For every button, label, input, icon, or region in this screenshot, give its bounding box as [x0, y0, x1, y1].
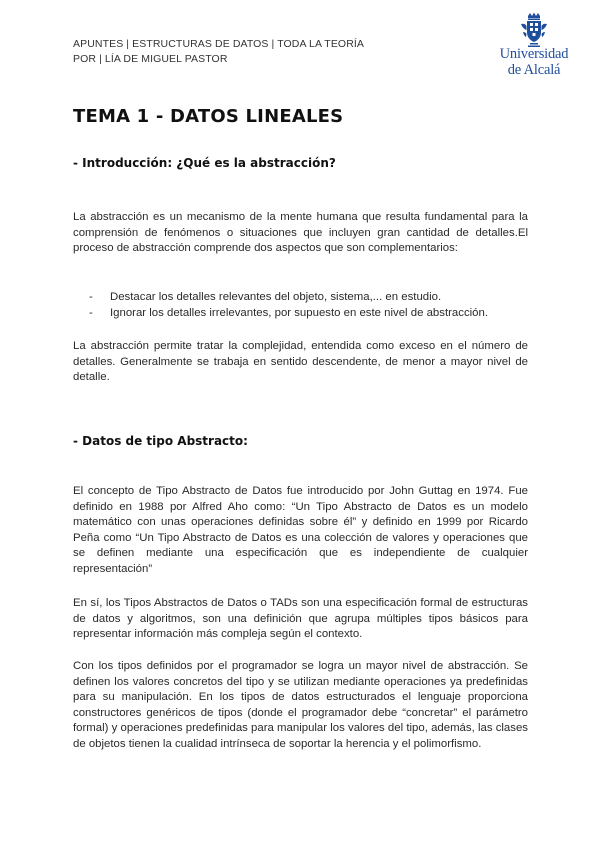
paragraph: Con los tipos definidos por el programador se logra un mayor nivel de abstracción. Se definen los valores concretos del tipo y se utilizan mediante operaciones ya predefinidas para su manipulación. En los tipos de datos estructurados el lenguaje proporciona constructores genéricos de tipos (donde el programador debe “concretar” el parámetro formal) y operaciones predefinidas para manipular los valores del tipo, además, las clases de objetos tienen la cualidad intrínseca de soportar la herencia y el polimorfismo.: [73, 660, 528, 750]
bullet-marker: -: [89, 291, 93, 303]
header-line-2: POR | LÍA DE MIGUEL PASTOR: [73, 53, 228, 65]
document-header: [73, 37, 364, 67]
section-heading-datos-abstracto: - Datos de tipo Abstracto:: [73, 434, 248, 448]
paragraph: El concepto de Tipo Abstracto de Datos fue introducido por John Guttag en 1974. Fue definido en 1988 por Alfred Aho como: “Un Tipo Abstracto de Datos es un modelo matemático con unas operaciones definidas sobre él” y definido en 1999 por Ricardo Peña como “Un Tipo Abstracto de Datos es una colección de valores y operaciones que se definen mediante una especificación que es independiente de cualquier representación”: [73, 485, 528, 575]
paragraph: En sí, los Tipos Abstractos de Datos o TADs son una especificación formal de estructuras de datos y algoritmos, son una definición que agrupa múltiples tipos básicos para representar información más compleja según el contexto.: [73, 597, 528, 641]
bullet-list: [73, 290, 528, 321]
header-line-1: APUNTES | ESTRUCTURAS DE DATOS | TODA LA TEORÍA: [73, 38, 364, 50]
list-item-text: Ignorar los detalles irrelevantes, por supuesto en este nivel de abstracción.: [110, 306, 489, 319]
bullet-marker: -: [89, 306, 93, 319]
list-item: [73, 290, 528, 306]
paragraph: La abstracción permite tratar la complejidad, entendida como exceso en el número de detalles. Generalmente se trabaja en sentido descendente, de menor a mayor nivel de detalle.: [73, 340, 528, 384]
list-item-text: Destacar los detalles relevantes del objeto, sistema,... en estudio.: [110, 291, 442, 303]
list-item: [73, 306, 528, 322]
university-emblem-icon: [519, 12, 549, 48]
section-heading-introduccion: - Introducción: ¿Qué es la abstracción?: [73, 156, 336, 170]
page-title: TEMA 1 - DATOS LINEALES: [73, 106, 344, 127]
paragraph: La abstracción es un mecanismo de la mente humana que resulta fundamental para la comprensión de fenómenos o situaciones que incluyen gran cantidad de detalles.El proceso de abstracción comprende dos aspectos que son complementarios:: [73, 211, 528, 255]
university-logo: [494, 12, 574, 82]
logo-text-line-2: de Alcalá: [507, 62, 561, 78]
logo-text-line-1: Universidad: [499, 46, 569, 62]
